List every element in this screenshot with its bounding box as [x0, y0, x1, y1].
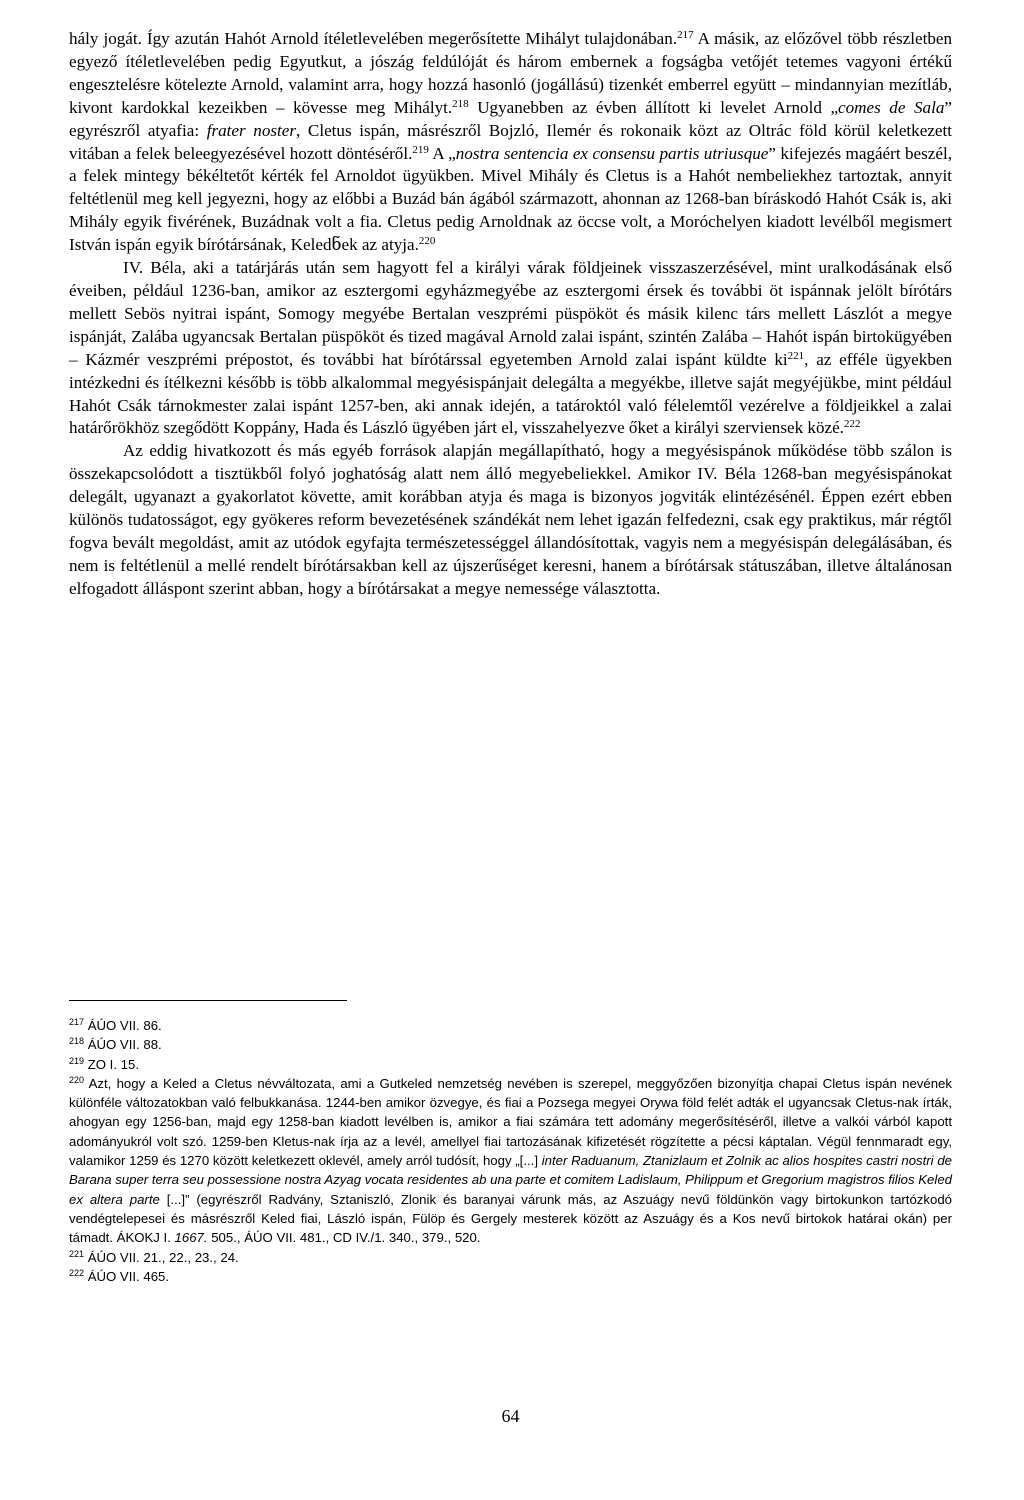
main-text: [69, 28, 952, 601]
footnote-ref-219: 219: [412, 143, 429, 156]
footnote-218: $^{218}$ ÁÚO VII. 88.: [69, 1036, 162, 1053]
footnote-220: $^{220}$ Azt, hogy a Keled a Cletus névváltozata, ami a Gutkeled nemzetség nevében is szerepel, meggyőzően bizonyítja chapai Cletus ispán nevének különféle változatokban való felbukkanása. 1244-ben amikor özvegye, és fiai a Pozsega megyei Orywa föld felét adták el ugyancsak Cletus-nak írták, ahogyan egy 1256-ban, majd egy 1258-ban kiadott levélben is, amikor a fiai számára tett adomány megerősítéséről, illetve a valkói várból kapott adományukról volt szó. 1259-ben Kletus-nak írja az a levél, amellyel fiai tartozásának kifizetését rögzítette a pécsi káptalan. Végül fennmaradt egy, valamikor 1259 és 1270 között keletkezett oklevél, amely arról tudósít, hogy „[...] inter Raduanum, Ztanizlaum et Zolnik ac alios hospites castri nostri de Barana super terra seu possessione nostra Azyag vocata residentes ab una parte et comitem Ladislaum, Philippum et Gregorium magistros filios Keled ex altera parte [...]” (egyrészről Radvány, Sztaniszló, Zlonik és baranyai várunk más, az Aszuágy nevű földünkön vagy birtokunkon tartózkodó vendégtelepesei és másrészről Keled fiai, László ispán, Fülöp és Gergely mesterek között az Aszuágy és a Kos nevű birtokok határai okán) per támadt. ÁKOKJ I. 1667. 505., ÁÚO VII. 481., CD IV./1. 340., 379., 520.: [69, 1074, 953, 1246]
paragraph-1: hály jogát. Így azután Hahót Arnold ítéletlevelében megerősítette Mihályt tulajdonában.$^{217}$ A másik, az előzővel több részletben egyező ítéletlevelében pedig Egyutkut, a jószág feldúlóját és három embernek a fogságba vetőjét tetemes vagyoni értékű engesztelésre kötelezte Arnold, valamint arra, hogy hozzá hasonló (jogállású) tizenkét emberrel együtt – mindannyian mezítláb, kivont kardokkal kezeikben – kövesse meg Mihályt.$^{218}$ Ugyanebben az évben állított ki levelet Arnold „comes de Sala” egyrészről atyafia: frater noster, Cletus ispán, másrészről Bojzló, Ilemér és rokonaik közt az Oltrác föld körül keletkezett vitában a felek beleegyezésével hozott döntéséről.$^{219}$ A „nostra sentencia ex consensu partis utriusque” kifejezés magáért beszél, a felek mintegy békéltetőt kérték fel Arnoldot ügyükben. Mivel Mihály és Cletus is a Hahót nembeliekhez tartoztak, annyit feltétlenül meg kell jegyezni, hogy az előbbi a Buzád bán ágából származott, ahonnan az 1268-ban bíráskodó Hahót Csák is, aki Mihály egyik fivérének, Buzádnak volt a fia. Cletus pedig Arnoldnak az öccse volt, a Moróchelyen kiadott levélből megismert István ispán egyik bírótársának, Keledნek az atyja.$^{220}$: [69, 29, 953, 255]
footnote-ref-222: 222: [843, 418, 861, 431]
footnote-ref-218: 218: [452, 97, 469, 110]
paragraph-3: Az eddig hivatkozott és más egyéb források alapján megállapítható, hogy a megyésispánok működése több szálon is összekapcsolódott a tisztükből folyó joghatóság alatt nem álló megyebeliekkel. Amikor IV. Béla 1268-ban megyésispánokat delegált, ugyanazt a gyakorlatot követte, amit korábban atyja és maga is bizonyos jogviták elintézésénél. Éppen ezért ebben különös tudatosságot, egy gyökeres reform bevezetésének szándékát nem lehet igazán felfedezni, csak egy praktikus, már régtől fogva bevált megoldást, amit az utódok egyfajta természetességgel állandósítottak, vagyis nem a megyésispán delegálásában, és nem is feltétlenül a mellé rendelt bírótársakban kell az újszerűséget keresni, hanem a bírótársak státuszában, illetve általánosan elfogadott álláspont szerint abban, hogy a bírótársakat a megye nemessége választotta.: [69, 441, 952, 598]
document-page: [69, 28, 952, 1478]
footnote-221: $^{221}$ ÁÚO VII. 21., 22., 23., 24.: [69, 1248, 239, 1265]
footnote-divider: [69, 1000, 347, 1001]
footnote-ref-220: 220: [418, 235, 436, 248]
page-number: 64: [501, 1406, 520, 1426]
footnotes: [69, 1016, 952, 1286]
paragraph-2: IV. Béla, aki a tatárjárás után sem hagyott fel a királyi várak földjeinek visszaszerzésével, mint uralkodásának első éveiben, például 1236-ban, amikor az esztergomi egyházmegyébe az esztergomi érsek és további öt ispánnak jelölt bírótárs mellett Sebös nyitrai ispánt, Somogy megyébe Bertalan veszprémi püspököt és másik kilenc társ mellett Lászlót a megye ispánját, Zalába ugyancsak Bertalan püspököt és tized magával Arnold zalai ispánt, szintén Zalába – Hahót ispán birtokügyében – Kázmér veszprémi prépostot, és további hat bírótárssal egyetemben Arnold zalai ispánt küldte $ki^{221}$, az efféle ügyekben intézkedni és ítélkezni később is több alkalommal megyésispánjait delegálta a megyékbe, illetve saját megyéjükbe, mint például Hahót Csák tárnokmester zalai ispánt 1257-ben, aki annak idején, a tatároktól való félelemtől vezérelve a földjeikkel a zalai határőrökhöz szegődött Koppány, Hada és László ügyében járt el, visszahelyezve őket a királyi szerviensek közé.$^{222}$: [69, 258, 952, 438]
footnote-217: $^{217}$ ÁÚO VII. 86.: [69, 1017, 162, 1033]
footnote-222: $^{222}$ ÁÚO VII. 465.: [69, 1267, 170, 1284]
footnote-ref-221: 221: [787, 349, 805, 362]
footnote-ref-217: 217: [677, 29, 694, 41]
footnote-219: $^{219}$ ZO I. 15.: [69, 1055, 139, 1072]
